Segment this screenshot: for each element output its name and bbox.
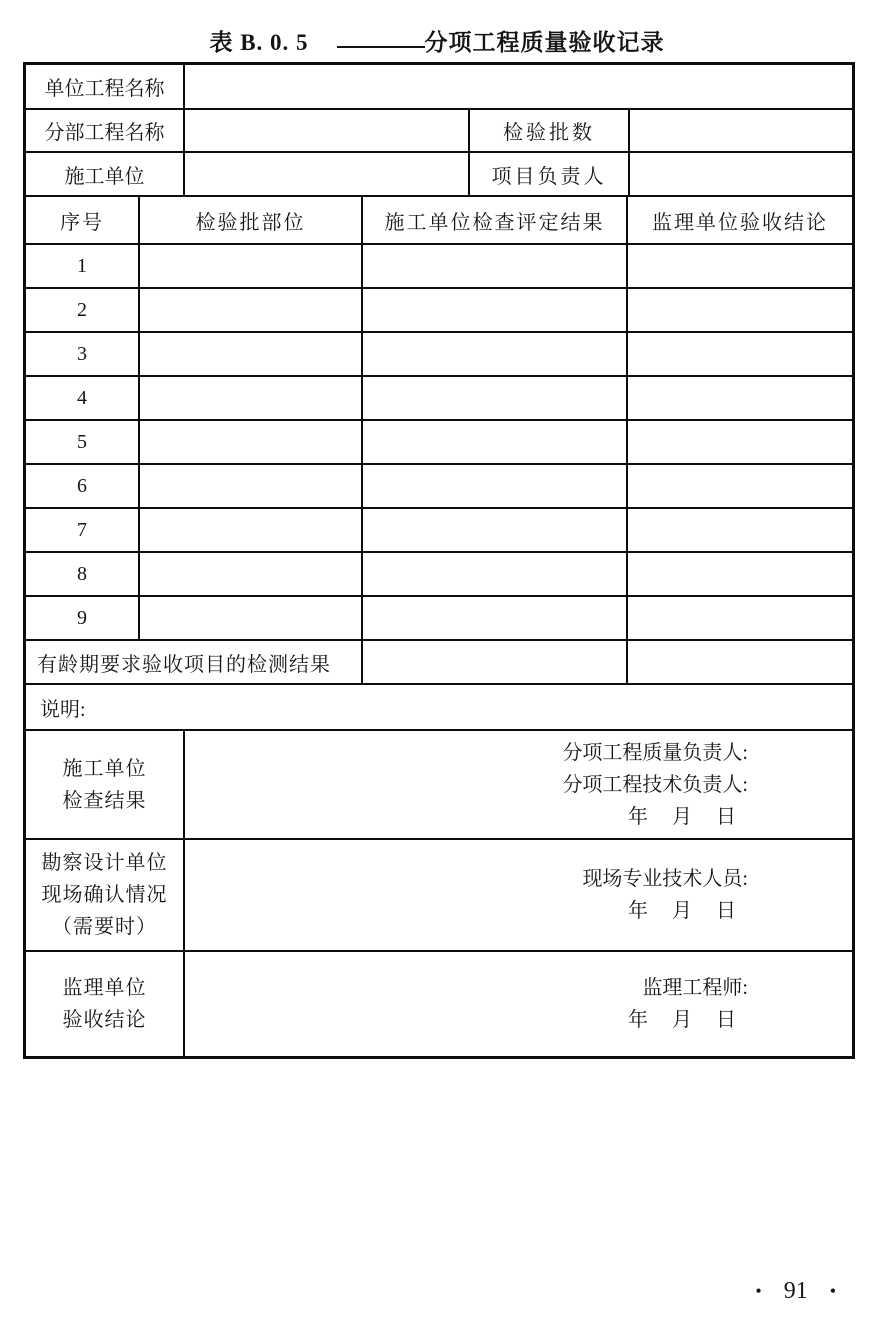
construction-check-signature-area bbox=[185, 731, 852, 838]
project-leader-value-cell bbox=[630, 153, 852, 195]
construction-check-result-cell bbox=[363, 465, 628, 507]
supervision-conclusion-section bbox=[26, 950, 852, 1056]
batch-location-cell bbox=[140, 289, 363, 331]
page-number-left-dot: • bbox=[755, 1281, 762, 1301]
section-label-line: 验收结论 bbox=[62, 1009, 147, 1031]
section-label-line: 勘察设计单位 bbox=[41, 852, 168, 874]
table-row bbox=[26, 287, 852, 331]
info-row-division-project bbox=[26, 108, 852, 151]
row-number: 2 bbox=[26, 289, 140, 331]
site-technician-signature-line: 现场专业技术人员: bbox=[582, 868, 748, 890]
acceptance-record-table bbox=[23, 62, 855, 1059]
project-leader-label: 项目负责人 bbox=[470, 153, 630, 195]
supervision-conclusion-cell bbox=[628, 465, 852, 507]
inspection-batch-count-value-cell bbox=[630, 110, 852, 151]
section-label-line: 检查结果 bbox=[62, 789, 147, 812]
construction-unit-value-cell bbox=[185, 153, 470, 195]
note-label: 说明: bbox=[40, 698, 86, 721]
supervision-signature-area bbox=[185, 952, 852, 1056]
batch-location-cell bbox=[140, 245, 363, 287]
unit-project-name-label: 单位工程名称 bbox=[26, 65, 185, 108]
survey-design-signature-area bbox=[185, 840, 852, 950]
header-serial-number: 序号 bbox=[26, 197, 140, 243]
title-table-code: 表 B. 0. 5 bbox=[209, 30, 309, 55]
table-row bbox=[26, 331, 852, 375]
date-line: 年 月 日 bbox=[628, 1009, 738, 1031]
age-requirement-conclusion-cell bbox=[628, 641, 852, 683]
row-number: 6 bbox=[26, 465, 140, 507]
section-label-line: （需要时） bbox=[52, 916, 157, 938]
header-construction-check-result: 施工单位检查评定结果 bbox=[363, 197, 628, 243]
supervision-conclusion-cell bbox=[628, 509, 852, 551]
supervision-conclusion-cell bbox=[628, 377, 852, 419]
supervision-conclusion-cell bbox=[628, 245, 852, 287]
quality-leader-signature-line: 分项工程质量负责人: bbox=[562, 741, 748, 764]
construction-check-result-cell bbox=[363, 553, 628, 595]
section-label-line: 施工单位 bbox=[62, 757, 147, 780]
title-blank-underline bbox=[337, 25, 425, 48]
construction-check-result-cell bbox=[363, 245, 628, 287]
title-table-name: 分项工程质量验收记录 bbox=[424, 30, 665, 55]
division-project-name-value-cell bbox=[185, 110, 470, 151]
construction-check-result-cell bbox=[363, 509, 628, 551]
header-batch-location: 检验批部位 bbox=[140, 197, 363, 243]
batch-location-cell bbox=[140, 421, 363, 463]
construction-check-section-label bbox=[26, 731, 185, 838]
note-row bbox=[26, 683, 852, 729]
row-number: 5 bbox=[26, 421, 140, 463]
division-project-name-label: 分部工程名称 bbox=[26, 110, 185, 151]
page-title bbox=[0, 24, 874, 57]
construction-check-result-cell bbox=[363, 377, 628, 419]
table-row bbox=[26, 551, 852, 595]
construction-check-result-cell bbox=[363, 289, 628, 331]
section-label-line: 现场确认情况 bbox=[41, 884, 168, 906]
construction-check-result-cell bbox=[363, 597, 628, 639]
batch-location-cell bbox=[140, 465, 363, 507]
survey-design-section-label bbox=[26, 840, 185, 950]
table-row bbox=[26, 375, 852, 419]
batch-location-cell bbox=[140, 509, 363, 551]
table-row bbox=[26, 463, 852, 507]
age-requirement-label: 有龄期要求验收项目的检测结果 bbox=[26, 641, 363, 683]
row-number: 4 bbox=[26, 377, 140, 419]
page-number bbox=[755, 1278, 836, 1305]
row-number: 9 bbox=[26, 597, 140, 639]
technical-leader-signature-line: 分项工程技术负责人: bbox=[562, 773, 748, 796]
supervising-engineer-signature-line: 监理工程师: bbox=[642, 977, 748, 999]
page-number-right-dot: • bbox=[829, 1281, 836, 1301]
header-supervision-conclusion: 监理单位验收结论 bbox=[652, 211, 828, 234]
unit-project-name-value-cell bbox=[185, 65, 852, 108]
table-row bbox=[26, 507, 852, 551]
table-row bbox=[26, 243, 852, 287]
row-number: 3 bbox=[26, 333, 140, 375]
row-number: 7 bbox=[26, 509, 140, 551]
page-number-value: 91 bbox=[783, 1278, 808, 1304]
section-label-line: 监理单位 bbox=[62, 977, 147, 999]
supervision-section-label bbox=[26, 952, 185, 1056]
construction-unit-label: 施工单位 bbox=[26, 153, 185, 195]
date-line: 年 月 日 bbox=[628, 805, 738, 828]
batch-location-cell bbox=[140, 553, 363, 595]
supervision-conclusion-cell bbox=[628, 597, 852, 639]
row-number: 1 bbox=[26, 245, 140, 287]
inspection-batch-count-label: 检验批数 bbox=[470, 110, 630, 151]
table-row bbox=[26, 595, 852, 639]
age-requirement-row bbox=[26, 639, 852, 683]
batch-location-cell bbox=[140, 333, 363, 375]
batch-location-cell bbox=[140, 597, 363, 639]
row-number: 8 bbox=[26, 553, 140, 595]
date-line: 年 月 日 bbox=[628, 900, 738, 922]
age-requirement-result-cell bbox=[363, 641, 628, 683]
construction-check-result-cell bbox=[363, 333, 628, 375]
supervision-conclusion-cell bbox=[628, 289, 852, 331]
supervision-conclusion-cell bbox=[628, 553, 852, 595]
info-row-unit-project bbox=[26, 65, 852, 108]
table-header-row bbox=[26, 195, 852, 243]
supervision-conclusion-cell bbox=[628, 333, 852, 375]
table-row bbox=[26, 419, 852, 463]
survey-design-section bbox=[26, 838, 852, 950]
construction-check-result-cell bbox=[363, 421, 628, 463]
construction-check-section bbox=[26, 729, 852, 838]
batch-location-cell bbox=[140, 377, 363, 419]
info-row-construction-unit bbox=[26, 151, 852, 195]
supervision-conclusion-cell bbox=[628, 421, 852, 463]
